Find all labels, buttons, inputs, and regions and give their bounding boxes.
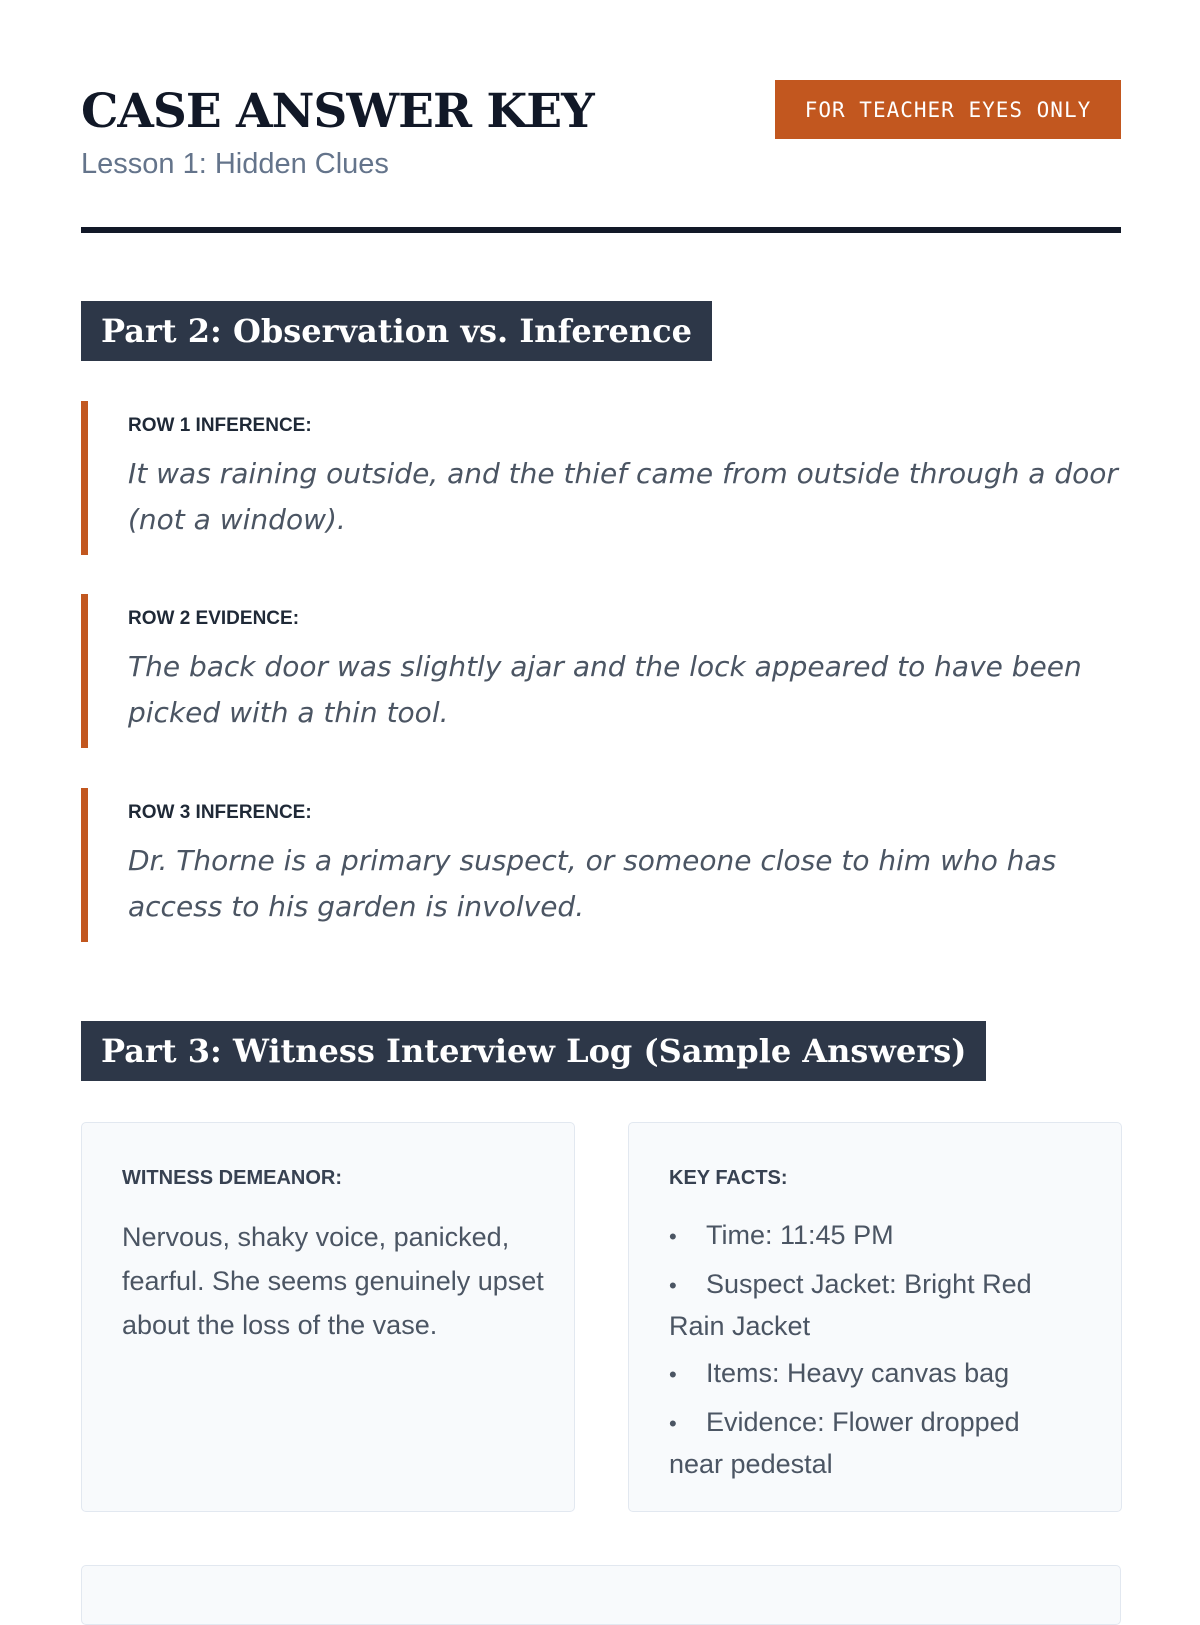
- bullet-icon: •: [669, 1362, 677, 1387]
- row-1-text: It was raining outside, and the thief came from outside through a door (not a window).: [128, 457, 1118, 536]
- key-fact-text: Evidence: Flower dropped near pedestal: [669, 1407, 1020, 1479]
- bullet-icon: •: [669, 1224, 677, 1249]
- bullet-icon: •: [669, 1273, 677, 1298]
- teacher-only-badge: FOR TEACHER EYES ONLY: [775, 80, 1121, 139]
- page-subtitle: Lesson 1: Hidden Clues: [81, 148, 389, 180]
- key-facts-label: KEY FACTS:: [669, 1167, 788, 1189]
- key-facts-card: [628, 1122, 1122, 1512]
- key-facts-list: [669, 1215, 1081, 1491]
- header-divider: [81, 227, 1121, 233]
- list-item: [669, 1402, 1081, 1484]
- row-3-label: ROW 3 INFERENCE:: [128, 802, 312, 823]
- list-item: [669, 1215, 1081, 1257]
- list-item: [669, 1353, 1081, 1395]
- next-section-card: [81, 1565, 1121, 1625]
- row-3-text: Dr. Thorne is a primary suspect, or someone close to him who has access to his garden is involved.: [128, 844, 1057, 923]
- row-2-text: The back door was slightly ajar and the lock appeared to have been picked with a thin tool.: [128, 650, 1082, 729]
- row-1-label: ROW 1 INFERENCE:: [128, 415, 312, 436]
- row-3-answer: [81, 788, 1121, 942]
- witness-demeanor-card: [81, 1122, 575, 1512]
- row-2-answer: [81, 594, 1121, 748]
- part3-heading: Part 3: Witness Interview Log (Sample Answers): [81, 1021, 986, 1081]
- row-2-label: ROW 2 EVIDENCE:: [128, 608, 300, 629]
- key-fact-text: Items: Heavy canvas bag: [706, 1358, 1010, 1388]
- document-header: [81, 0, 1121, 232]
- key-fact-text: Time: 11:45 PM: [706, 1220, 894, 1250]
- bullet-icon: •: [669, 1411, 677, 1436]
- part2-heading: Part 2: Observation vs. Inference: [81, 301, 712, 361]
- witness-demeanor-text: Nervous, shaky voice, panicked, fearful. She seems genuinely upset about the loss of the vase.: [122, 1222, 544, 1340]
- witness-demeanor-label: WITNESS DEMEANOR:: [122, 1167, 342, 1189]
- page-title: CASE ANSWER KEY: [81, 84, 594, 139]
- key-fact-text: Suspect Jacket: Bright Red Rain Jacket: [669, 1269, 1032, 1341]
- row-1-answer: [81, 401, 1121, 555]
- list-item: [669, 1264, 1081, 1346]
- answer-key-page: [81, 0, 1121, 1479]
